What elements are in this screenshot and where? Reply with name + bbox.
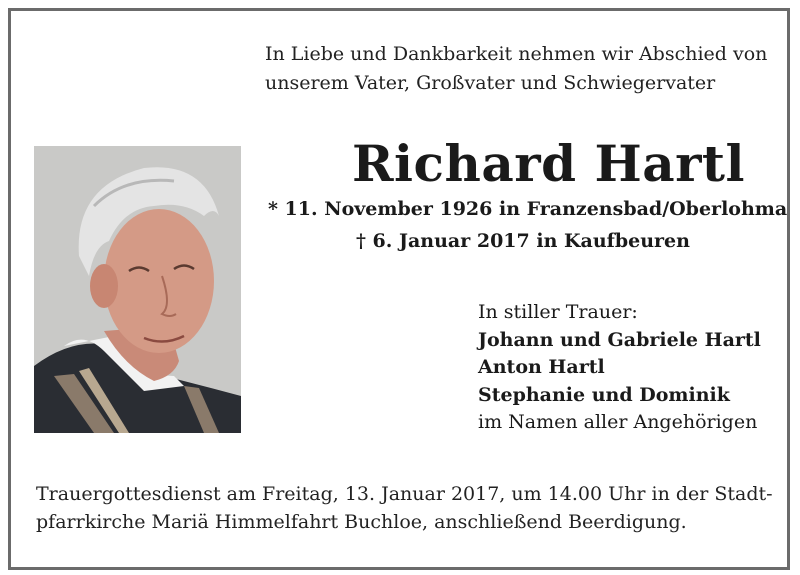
mourner-name: Johann und Gabriele Hartl [478, 328, 761, 351]
service-line-2: pfarrkirche Mariä Himmelfahrt Buchloe, anschließend Beerdigung. [36, 511, 687, 533]
mourners-closing: im Namen aller Angehörigen [478, 411, 758, 433]
birth-line: * 11. November 1926 in Franzensbad/Oberlohma [268, 198, 788, 220]
intro-line-2: unserem Vater, Großvater und Schwiegervater [265, 72, 716, 94]
portrait-photo [34, 146, 241, 433]
death-line: † 6. Januar 2017 in Kaufbeuren [356, 230, 690, 252]
intro-text [265, 40, 767, 98]
mourner-name: Stephanie und Dominik [478, 383, 730, 406]
portrait-illustration [34, 146, 241, 433]
service-info [36, 480, 773, 536]
mourners-heading: In stiller Trauer: [478, 301, 638, 323]
mourners-block [478, 299, 761, 437]
intro-line-1: In Liebe und Dankbarkeit nehmen wir Abschied von [265, 43, 768, 65]
mourner-name: Anton Hartl [478, 356, 605, 378]
deceased-name: Richard Hartl [352, 134, 746, 193]
service-line-1: Trauergottesdienst am Freitag, 13. Januar 2017, um 14.00 Uhr in der Stadt- [36, 483, 773, 505]
